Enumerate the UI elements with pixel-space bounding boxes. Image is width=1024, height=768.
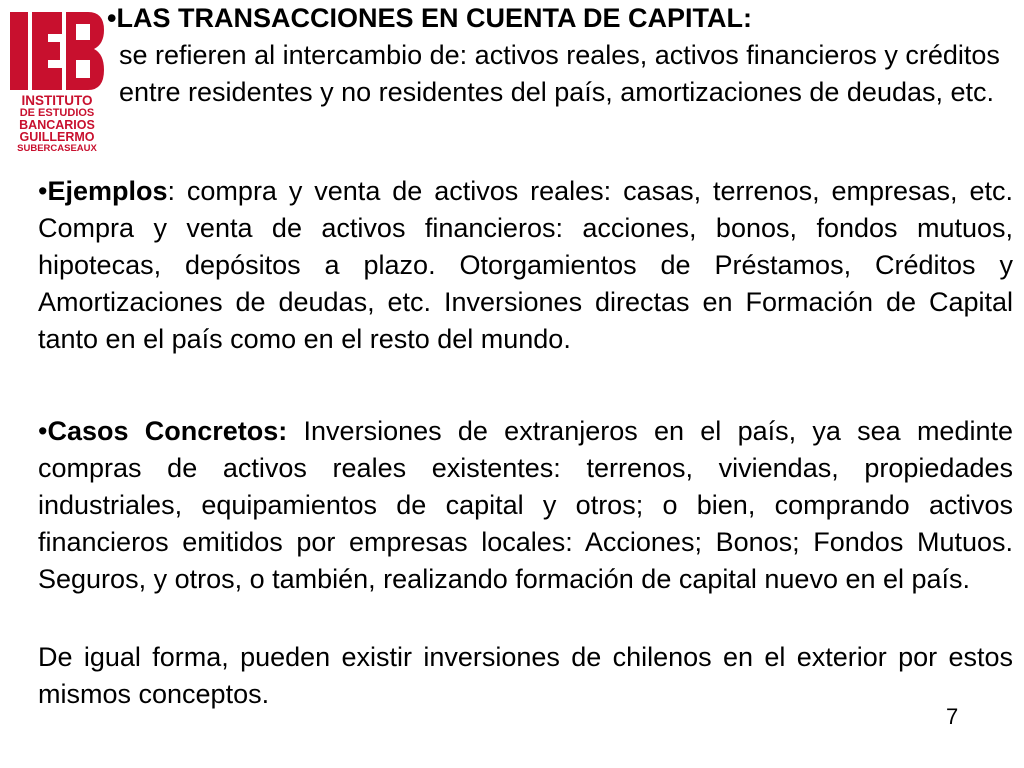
logo-line-4: GUILLERMO	[19, 130, 95, 144]
logo-line-1: INSTITUTO	[21, 93, 93, 108]
bullet: •	[107, 3, 117, 33]
bullet: •	[38, 416, 48, 446]
examples-label: Ejemplos	[47, 176, 168, 206]
capital-account-body: se refieren al intercambio de: activos reales, activos financieros y créditos entre residentes y no residentes del país, amortizaciones de deudas, etc.	[119, 40, 1000, 107]
concrete-cases-paragraph	[38, 413, 1013, 598]
capital-account-heading: LAS TRANSACCIONES EN CUENTA DE CAPITAL:	[116, 3, 752, 33]
bullet: •	[38, 176, 48, 206]
examples-paragraph	[38, 173, 1013, 358]
capital-account-paragraph	[107, 0, 1012, 111]
concrete-cases-label: Casos Concretos:	[47, 416, 288, 446]
ieb-logo-mark-icon	[10, 12, 104, 90]
closing-paragraph: De igual forma, pueden existir inversiones de chilenos en el exterior por estos mismos conceptos.	[38, 642, 1013, 709]
concrete-cases-body: Inversiones de extranjeros en el país, ya sea medinte compras de activos reales existentes: terrenos, viviendas, propiedades industriales, equipamientos de capital y otros; o bien, comprando activos financieros emitidos por empresas locales: Acciones; Bonos; Fondos Mutuos. Seguros, y otros, o también, realizando formación de capital nuevo en el país.	[38, 416, 1013, 594]
logo-line-3: BANCARIOS	[19, 117, 95, 132]
page-number: 7	[946, 704, 959, 729]
institute-logo	[10, 12, 104, 153]
logo-wordmark	[10, 94, 104, 153]
logo-line-5: SUBERCASEAUX	[17, 142, 97, 154]
examples-body: : compra y venta de activos reales: casas, terrenos, empresas, etc. Compra y venta de activos financieros: acciones, bonos, fondos mutuos, hipotecas, depósitos a plazo. Otorgamientos de Préstamos, Créditos y Amortizaciones de deudas, etc. Inversiones directas en Formación de Capital tanto en el país como en el resto del mundo.	[38, 176, 1013, 354]
logo-line-2: DE ESTUDIOS	[19, 106, 95, 119]
